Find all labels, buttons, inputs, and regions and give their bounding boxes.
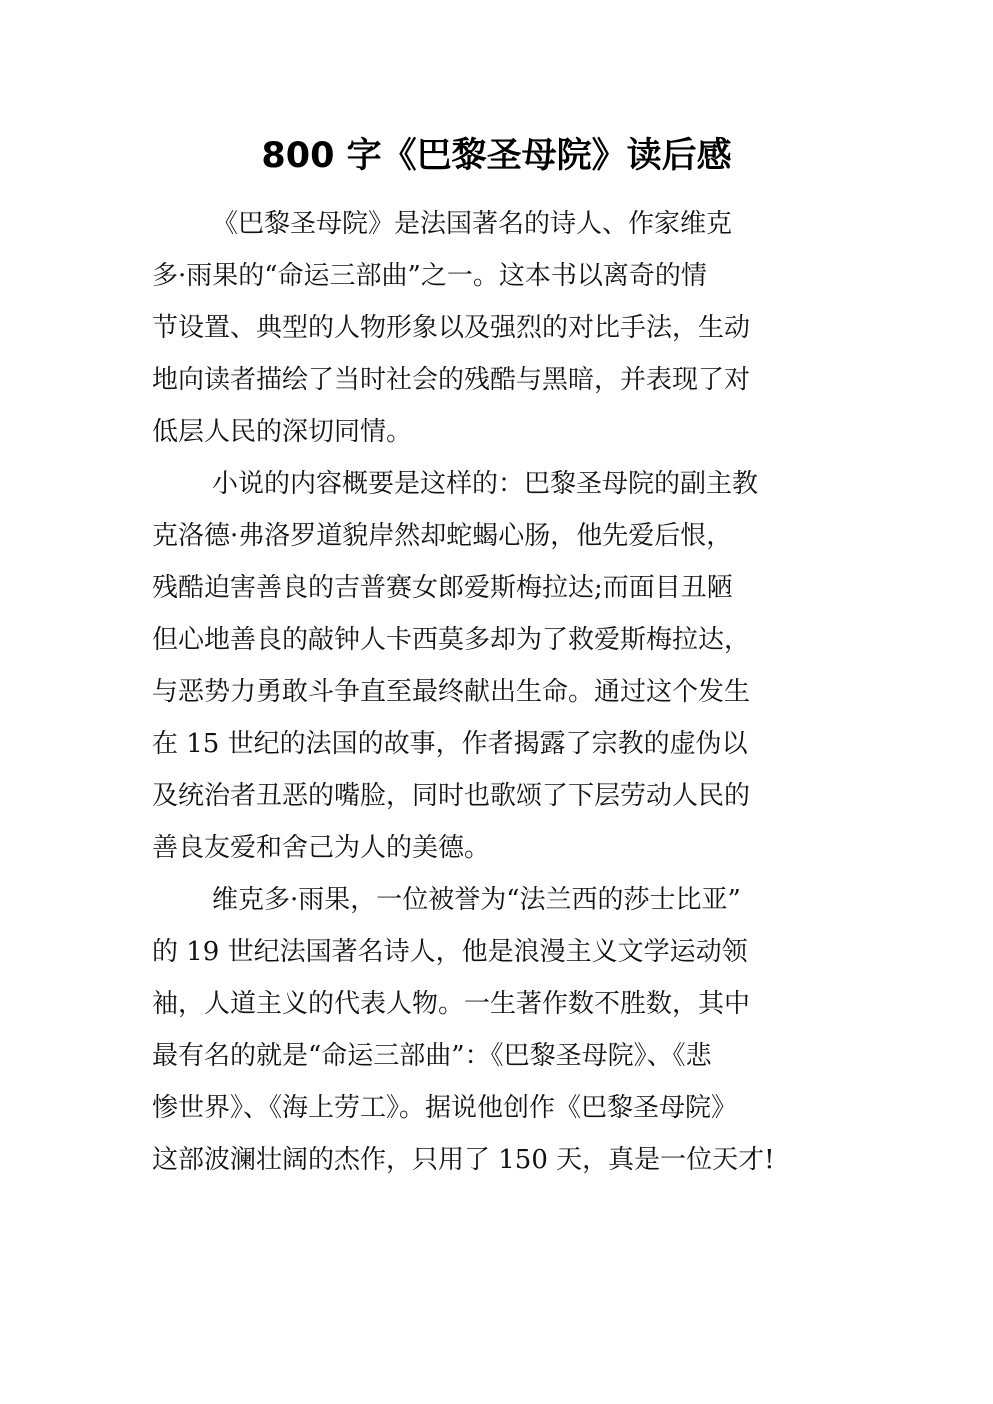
paragraph-summary — [152, 458, 872, 874]
text-line: 地向读者描绘了当时社会的残酷与黑暗，并表现了对 — [152, 365, 751, 395]
text-line: 克洛德·弗洛罗道貌岸然却蛇蝎心肠，他先爱后恨， — [152, 521, 733, 551]
text-line: 在 15 世纪的法国的故事，作者揭露了宗教的虚伪以 — [152, 729, 748, 759]
paragraph-author — [152, 874, 872, 1186]
text-line: 低层人民的深切同情。 — [152, 417, 413, 447]
text-line: 袖，人道主义的代表人物。一生著作数不胜数，其中 — [152, 989, 751, 1019]
text-line: 与恶势力勇敢斗争直至最终献出生命。通过这个发生 — [152, 677, 751, 707]
text-line: 及统治者丑恶的嘴脸，同时也歌颂了下层劳动人民的 — [152, 781, 751, 811]
text-line: 残酷迫害善良的吉普赛女郎爱斯梅拉达;而面目丑陋 — [152, 573, 733, 603]
text-line: 最有名的就是“命运三部曲”：《巴黎圣母院》、《悲 — [152, 1041, 712, 1071]
text-line: 的 19 世纪法国著名诗人，他是浪漫主义文学运动领 — [152, 937, 748, 967]
document-title: 800 字《巴黎圣母院》读后感 — [261, 136, 732, 176]
text-line: 《巴黎圣母院》是法国著名的诗人、作家维克 — [212, 209, 733, 239]
text-line: 这部波澜壮阔的杰作，只用了 150 天，真是一位天才! — [152, 1145, 775, 1175]
text-line: 但心地善良的敲钟人卡西莫多却为了救爱斯梅拉达， — [152, 625, 751, 655]
text-line: 善良友爱和舍己为人的美德。 — [152, 833, 491, 863]
text-line: 惨世界》、《海上劳工》。据说他创作《巴黎圣母院》 — [152, 1093, 738, 1123]
text-line: 维克多·雨果，一位被誉为“法兰西的莎士比亚” — [212, 885, 741, 915]
text-line: 节设置、典型的人物形象以及强烈的对比手法，生动 — [152, 313, 751, 343]
document-body — [152, 198, 872, 1186]
text-line: 多·雨果的“命运三部曲”之一。这本书以离奇的情 — [152, 261, 707, 291]
text-line: 小说的内容概要是这样的：巴黎圣母院的副主教 — [212, 469, 759, 499]
paragraph-intro — [152, 198, 872, 458]
